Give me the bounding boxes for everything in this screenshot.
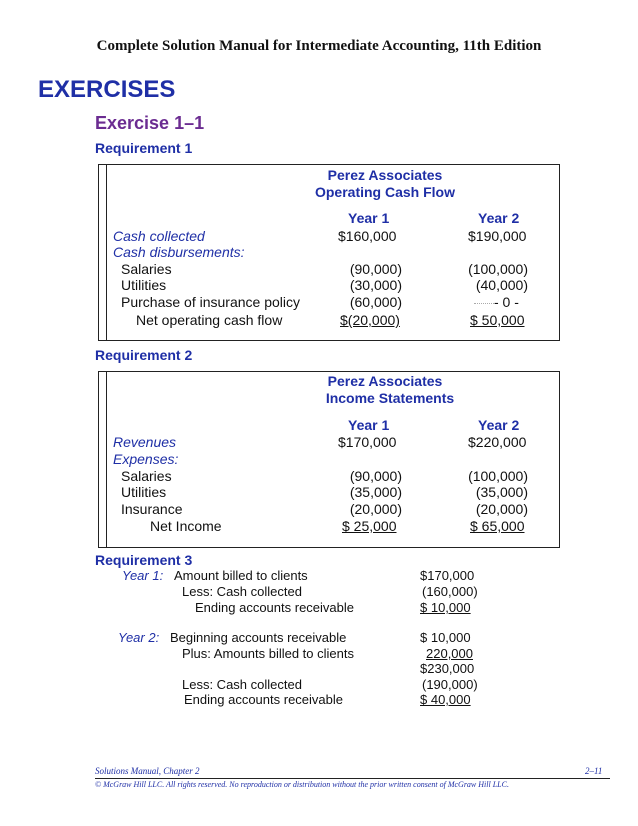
req3-row-value: 220,000 bbox=[426, 646, 473, 661]
footer-left: Solutions Manual, Chapter 2 bbox=[95, 766, 200, 776]
document-header: Complete Solution Manual for Intermediate Accounting, 11th Edition bbox=[96, 38, 542, 54]
req3-row-value: (190,000) bbox=[422, 677, 478, 692]
req2-row-label: Insurance bbox=[121, 501, 183, 517]
req3-row-value: (160,000) bbox=[422, 584, 478, 599]
req3-row-value: $170,000 bbox=[420, 568, 475, 583]
req3-row-label: Beginning accounts receivable bbox=[170, 630, 347, 645]
req2-row-label: Revenues bbox=[113, 434, 177, 450]
req1-row-year1: (60,000) bbox=[349, 294, 402, 310]
req3-row-label: Less: Cash collected bbox=[182, 584, 302, 599]
req1-total-year2: $ 50,000 bbox=[470, 312, 525, 328]
req1-row-label: Utilities bbox=[121, 277, 167, 293]
req2-col-year2: Year 2 bbox=[478, 417, 520, 433]
req2-row-year1: (90,000) bbox=[349, 468, 402, 484]
placeholder-dots bbox=[474, 303, 494, 304]
req2-row-year2: (35,000) bbox=[475, 484, 528, 500]
req3-year1-label: Year 1: bbox=[122, 568, 164, 583]
requirement-2-box-rule bbox=[106, 371, 107, 548]
section-title: EXERCISES bbox=[38, 76, 176, 103]
req2-col-year1: Year 1 bbox=[348, 417, 390, 433]
req1-row-label: Salaries bbox=[121, 261, 172, 277]
req1-company: Perez Associates bbox=[327, 167, 443, 183]
req3-row-value: $ 40,000 bbox=[420, 692, 471, 707]
req1-row-year2: - 0 - bbox=[494, 294, 519, 310]
req2-row-year2: (20,000) bbox=[475, 501, 528, 517]
req2-statement: Income Statements bbox=[325, 390, 455, 406]
req3-row-value: $ 10,000 bbox=[420, 600, 471, 615]
req2-row-label: Expenses: bbox=[113, 451, 179, 467]
req1-row-year2: (40,000) bbox=[475, 277, 528, 293]
req1-col-year1: Year 1 bbox=[348, 210, 390, 226]
req2-row-year1: (20,000) bbox=[349, 501, 402, 517]
req3-row-label: Amount billed to clients bbox=[174, 568, 308, 583]
req3-row-value: $ 10,000 bbox=[420, 630, 471, 645]
req1-row-year2: $190,000 bbox=[468, 228, 527, 244]
req2-row-label: Salaries bbox=[121, 468, 172, 484]
footer-rule bbox=[95, 778, 610, 779]
req1-row-label: Purchase of insurance policy bbox=[121, 294, 300, 310]
footer-copyright: © McGraw Hill LLC. All rights reserved. No reproduction or distribution without the prior written consent of McGraw Hill LLC. bbox=[95, 780, 509, 789]
req1-row-year2: (100,000) bbox=[468, 261, 528, 277]
req3-row-label: Plus: Amounts billed to clients bbox=[182, 646, 354, 661]
req3-year2-label: Year 2: bbox=[118, 630, 160, 645]
req2-total-label: Net Income bbox=[150, 518, 222, 534]
requirement-2-heading: Requirement 2 bbox=[95, 347, 193, 363]
requirement-1-box-rule bbox=[106, 164, 107, 341]
req2-row-year1: $170,000 bbox=[338, 434, 397, 450]
req1-row-label: Cash collected bbox=[113, 228, 205, 244]
req3-row-label: Ending accounts receivable bbox=[184, 692, 343, 707]
req1-row-year1: (90,000) bbox=[349, 261, 402, 277]
req2-total-year1: $ 25,000 bbox=[342, 518, 397, 534]
req2-row-year1: (35,000) bbox=[349, 484, 402, 500]
requirement-3-heading: Requirement 3 bbox=[95, 552, 193, 568]
req1-row-year1: $160,000 bbox=[338, 228, 397, 244]
req3-row-label: Ending accounts receivable bbox=[195, 600, 354, 615]
req2-row-label: Utilities bbox=[121, 484, 167, 500]
req1-total-year1: $(20,000) bbox=[340, 312, 400, 328]
req1-row-year1: (30,000) bbox=[349, 277, 402, 293]
req3-row-value: $230,000 bbox=[420, 661, 475, 676]
req1-row-label: Cash disbursements: bbox=[113, 244, 245, 260]
req1-col-year2: Year 2 bbox=[478, 210, 520, 226]
req3-row-label: Less: Cash collected bbox=[182, 677, 302, 692]
exercise-title: Exercise 1–1 bbox=[95, 113, 205, 133]
req2-row-year2: $220,000 bbox=[468, 434, 527, 450]
req2-company: Perez Associates bbox=[327, 373, 443, 389]
req1-total-label: Net operating cash flow bbox=[136, 312, 283, 328]
req1-statement: Operating Cash Flow bbox=[314, 184, 455, 200]
footer-page-number: 2–11 bbox=[585, 766, 603, 776]
req2-total-year2: $ 65,000 bbox=[470, 518, 525, 534]
req2-row-year2: (100,000) bbox=[468, 468, 528, 484]
requirement-1-heading: Requirement 1 bbox=[95, 140, 193, 156]
